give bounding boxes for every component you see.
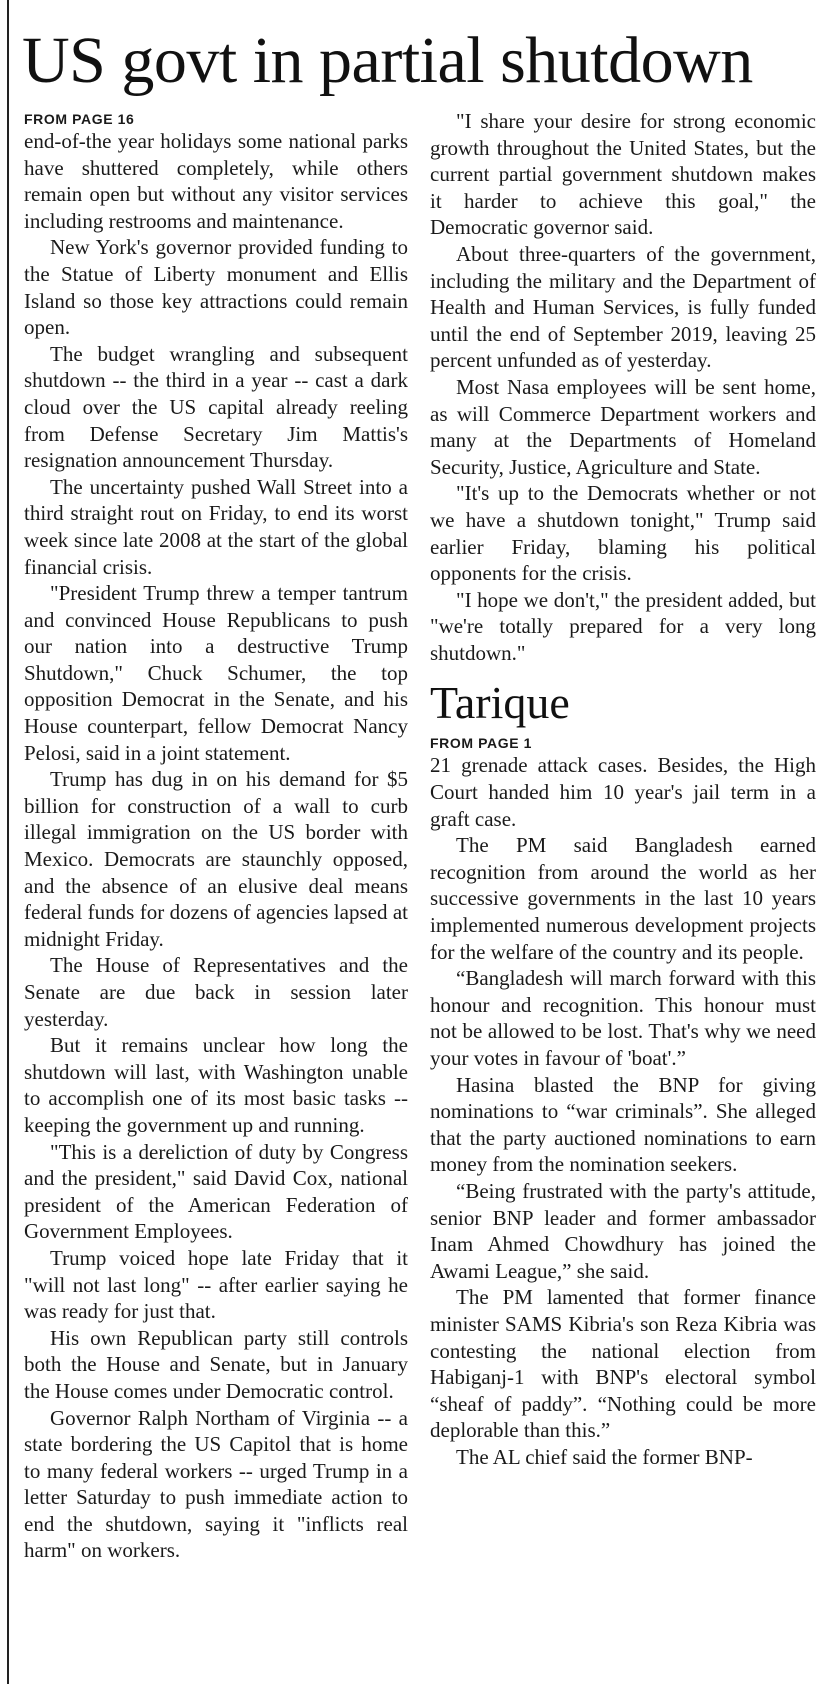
article-paragraph: “Bangladesh will march forward with this honour and recognition. This honour must not be allowed to be lost. That's why we need your votes in favour of 'boat'.” <box>430 966 816 1070</box>
article-paragraph: "I share your desire for strong economic growth throughout the United States, but the current partial government shutdown makes it harder to achieve this goal," the Democratic governor said. <box>430 109 816 240</box>
article-paragraph: end-of-the year holidays some national parks have shuttered completely, while others remain open but without any visitor services including restrooms and maintenance. <box>24 129 408 233</box>
article-paragraph: New York's governor provided funding to the Statue of Liberty monument and Ellis Island so those key attractions could remain open. <box>24 235 408 340</box>
article-paragraph: Trump has dug in on his demand for $5 billion for construction of a wall to curb illegal immigration on the US border with Mexico. Democrats are staunchly opposed, and the absence of an elusive deal means federal funds for dozens of agencies lapsed at midnight Friday. <box>24 767 408 951</box>
article-paragraph: The AL chief said the former BNP- <box>456 1444 753 1469</box>
article-paragraph: Trump voiced hope late Friday that it "will not last long" -- after earlier saying he was ready for just that. <box>24 1245 408 1324</box>
article-paragraph: But it remains unclear how long the shutdown will last, with Washington unable to accomplish one of its most basic tasks -- keeping the government up and running. <box>24 1033 408 1137</box>
article-paragraph: Most Nasa employees will be sent home, as will Commerce Department workers and many at the Departments of Homeland Security, Justice, Agriculture and State. <box>430 374 816 479</box>
article-paragraph: "President Trump threw a temper tantrum and convinced House Republicans to push our nation into a destructive Trump Shutdown," Chuck Schumer, the top opposition Democrat in the Senate, and his House counterpart, fellow Democrat Nancy Pelosi, said in a joint statement. <box>24 581 408 765</box>
second-article-source: FROM PAGE 1 <box>430 735 533 752</box>
left-column <box>24 108 408 1564</box>
article-paragraph: The House of Representatives and the Senate are due back in session later yesterday. <box>24 953 408 1031</box>
article-paragraph: His own Republican party still controls both the House and Senate, but in January the House comes under Democratic control. <box>24 1325 408 1403</box>
second-article-title: Tarique <box>430 677 570 729</box>
article-paragraph: The uncertainty pushed Wall Street into a third straight rout on Friday, to end its worst week since late 2008 at the start of the global financial crisis. <box>24 474 408 579</box>
article-paragraph: "It's up to the Democrats whether or not we have a shutdown tonight," Trump said earlier Friday, blaming his political opponents for the crisis. <box>430 481 816 586</box>
right-column <box>430 108 816 1471</box>
article-paragraph: "This is a dereliction of duty by Congress and the president," said David Cox, national president of the American Federation of Government Employees. <box>24 1139 408 1244</box>
article-paragraph: About three-quarters of the government, including the military and the Department of Health and Human Services, is fully funded until the end of September 2019, leaving 25 percent unfunded as of yesterday. <box>430 241 816 373</box>
article-paragraph: The PM said Bangladesh earned recognition from around the world as her successive governments in the last 10 years implemented numerous development projects for the welfare of the country and its people. <box>430 833 816 964</box>
article-paragraph: Governor Ralph Northam of Virginia -- a state bordering the US Capitol that is home to many federal workers -- urged Trump in a letter Saturday to push immediate action to end the shutdown, saying it "inflicts real harm" on workers. <box>24 1405 408 1563</box>
article-paragraph: "I hope we don't," the president added, but "we're totally prepared for a very long shutdown." <box>430 587 816 665</box>
article-source: FROM PAGE 16 <box>24 111 135 127</box>
article-paragraph: 21 grenade attack cases. Besides, the High Court handed him 10 year's jail term in a graft case. <box>430 753 816 831</box>
article-paragraph: The budget wrangling and subsequent shutdown -- the third in a year -- cast a dark cloud over the US capital already reeling from Defense Secretary Jim Mattis's resignation announcement Thursday. <box>24 341 408 473</box>
headline: US govt in partial shutdown <box>22 24 753 97</box>
article-paragraph: Hasina blasted the BNP for giving nominations to “war criminals”. She alleged that the party auctioned nominations to earn money from the nomination seekers. <box>430 1072 816 1177</box>
article-paragraph: The PM lamented that former finance minister SAMS Kibria's son Reza Kibria was contesting the national election from Habiganj-1 with BNP's electoral symbol “sheaf of paddy”. “Nothing could be more deplorable than this.” <box>430 1285 816 1443</box>
article-paragraph: “Being frustrated with the party's attitude, senior BNP leader and former ambassador Inam Ahmed Chowdhury has joined the Awami League,” she said. <box>430 1178 816 1283</box>
column-rule <box>7 0 9 1684</box>
